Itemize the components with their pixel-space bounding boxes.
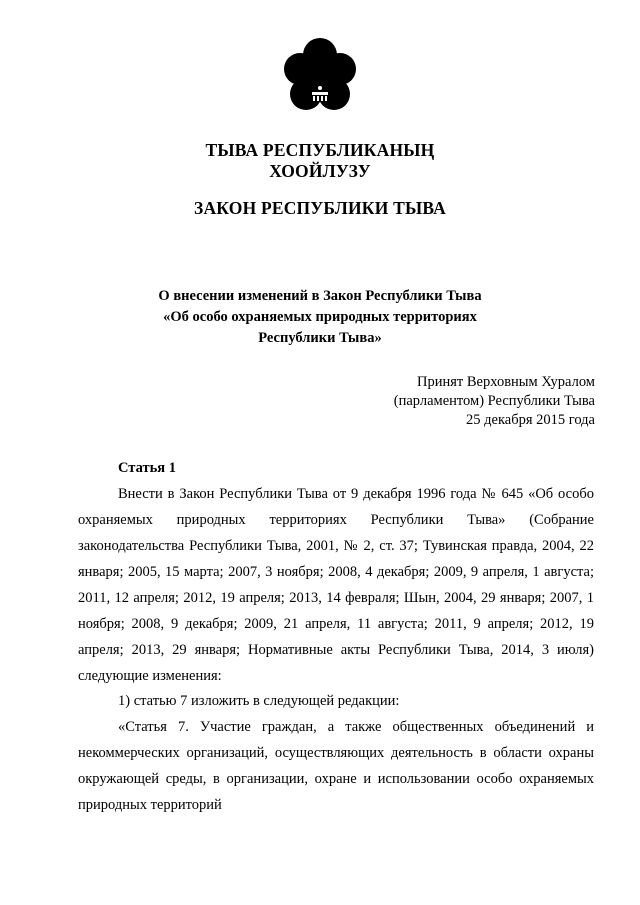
tuvan-title-line1: ТЫВА РЕСПУБЛИКАНЫҢ (205, 140, 435, 160)
law-title-line3: Республики Тыва» (258, 330, 382, 346)
article-heading: Статья 1 (118, 460, 176, 476)
law-title-line1: О внесении изменений в Закон Республики Тыва (158, 288, 482, 304)
adoption-date: 25 декабря 2015 года (466, 412, 595, 428)
russian-title: ЗАКОН РЕСПУБЛИКИ ТЫВА (194, 198, 446, 218)
article-item-1: 1) статью 7 изложить в следующей редакции: (118, 693, 400, 709)
adoption-line2: (парламентом) Республики Тыва (393, 393, 595, 409)
article-intro-paragraph: Внести в Закон Республики Тыва от 9 декабря 1996 года № 645 «Об особо охраняемых природных территориях Республики Тыва» (Собрание законодательства Республики Тыва, 2001, № 2, ст. 37; Тувинская правда, 2004, 22 января; 2005, 15 марта; 2007, 3 ноября; 2008, 4 декабря; 2009, 9 апреля, 1 августа; 2011, 12 апреля; 2012, 19 апреля; 2013, 14 февраля; Шын, 2004, 29 января; 2007, 1 ноября; 2008, 9 декабря; 2009, 21 апреля, 11 августа; 2011, 9 апреля; 2012, 19 апреля; 2013, 29 января; Нормативные акты Республики Тыва, 2014, 3 июля) следующие изменения: (78, 486, 594, 684)
adoption-info (394, 373, 595, 430)
adoption-line1: Принят Верховным Хуралом (417, 374, 595, 390)
tuva-coat-of-arms-emblem (280, 38, 360, 118)
law-title-line2: «Об особо охраняемых природных территориях (163, 309, 477, 325)
article-quote-paragraph: «Статья 7. Участие граждан, а также общественных объединений и некоммерческих организаций, осуществляющих деятельность в области охраны окружающей среды, в организации, охране и использовании особо охраняемых природных территорий (78, 719, 594, 813)
tuvan-title-line2: ХООЙЛУЗУ (269, 161, 371, 181)
law-title (150, 286, 490, 349)
